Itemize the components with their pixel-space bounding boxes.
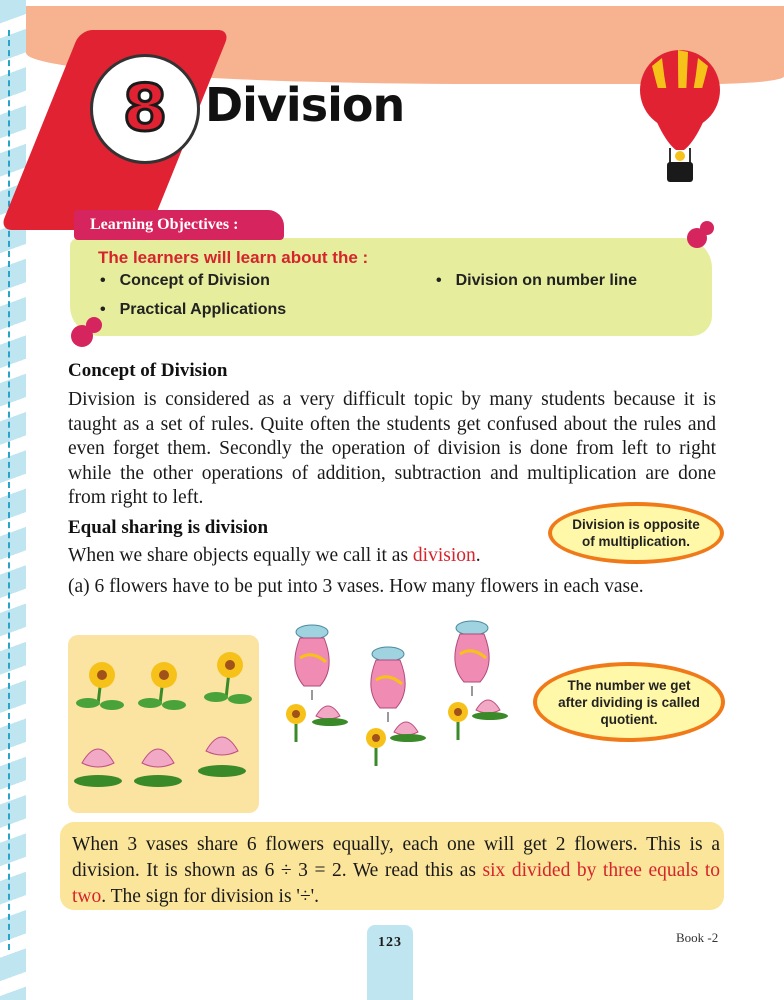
chapter-title: Division [205,78,405,132]
objective-item: • Division on number line [436,272,637,289]
opposite-note: Division is opposite of multiplication. [548,502,724,564]
lotus-icon [390,722,426,742]
division-highlight: division [412,545,476,566]
lotus-icon [134,749,182,787]
lotus-icon [312,706,348,726]
learning-objectives-heading: The learners will learn about the : [98,248,369,267]
hot-air-balloon-icon [630,48,730,188]
objective-item: • Concept of Division [100,272,270,289]
vase-icon [371,647,405,722]
book-label: Book -2 [676,930,719,945]
chapter-number: 8 [122,72,168,146]
pink-dot-decoration [70,316,106,350]
page-number: 123 [378,935,402,950]
sunflower-icon [366,728,386,766]
sunflower-icon [138,662,186,710]
left-decorative-stripe [0,0,26,1000]
concept-paragraph: Division is considered as a very difficult topic by many students because it is taught as a set of rules. Quite often the students get confused about the rules and even forget them. Secondly the operation of division is done from left to right while the other operations of addition, subtraction and multiplication are done from right to left. [68,389,716,508]
example-question: (a) 6 flowers have to be put into 3 vases. How many flowers in each vase. [68,576,644,597]
six-flowers-panel [68,635,259,813]
learning-objectives-tag: Learning Objectives : [74,210,284,240]
vases-with-flowers-illustration [270,618,530,778]
flower-group-illustration [68,635,259,813]
lotus-icon [74,749,122,787]
vase-icon [295,625,329,700]
sunflower-icon [76,662,124,710]
sunflower-icon [286,704,306,742]
dashed-margin-line [8,30,10,950]
summary-highlight: six divided by three equals to two [72,860,720,907]
concept-heading: Concept of Division [68,360,228,381]
page-number-tab [367,925,413,1000]
objective-item: • Practical Applications [100,301,287,318]
lotus-icon [198,737,246,777]
lotus-icon [472,700,508,720]
chapter-number-badge [90,54,200,164]
sharing-sentence: When we share objects equally we call it as division. [68,545,481,566]
pink-dot-decoration [685,220,717,250]
equal-sharing-heading: Equal sharing is division [68,517,269,538]
quotient-note: The number we get after dividing is called quotient. [533,662,725,742]
summary-text: When 3 vases share 6 flowers equally, each one will get 2 flowers. This is a division. It is shown as 6 ÷ 3 = 2. We read this as six divided by three equals to two. The sign for division is '÷'. [72,834,720,907]
vase-icon [455,621,489,696]
sunflower-icon [204,652,252,704]
sunflower-icon [448,702,468,740]
